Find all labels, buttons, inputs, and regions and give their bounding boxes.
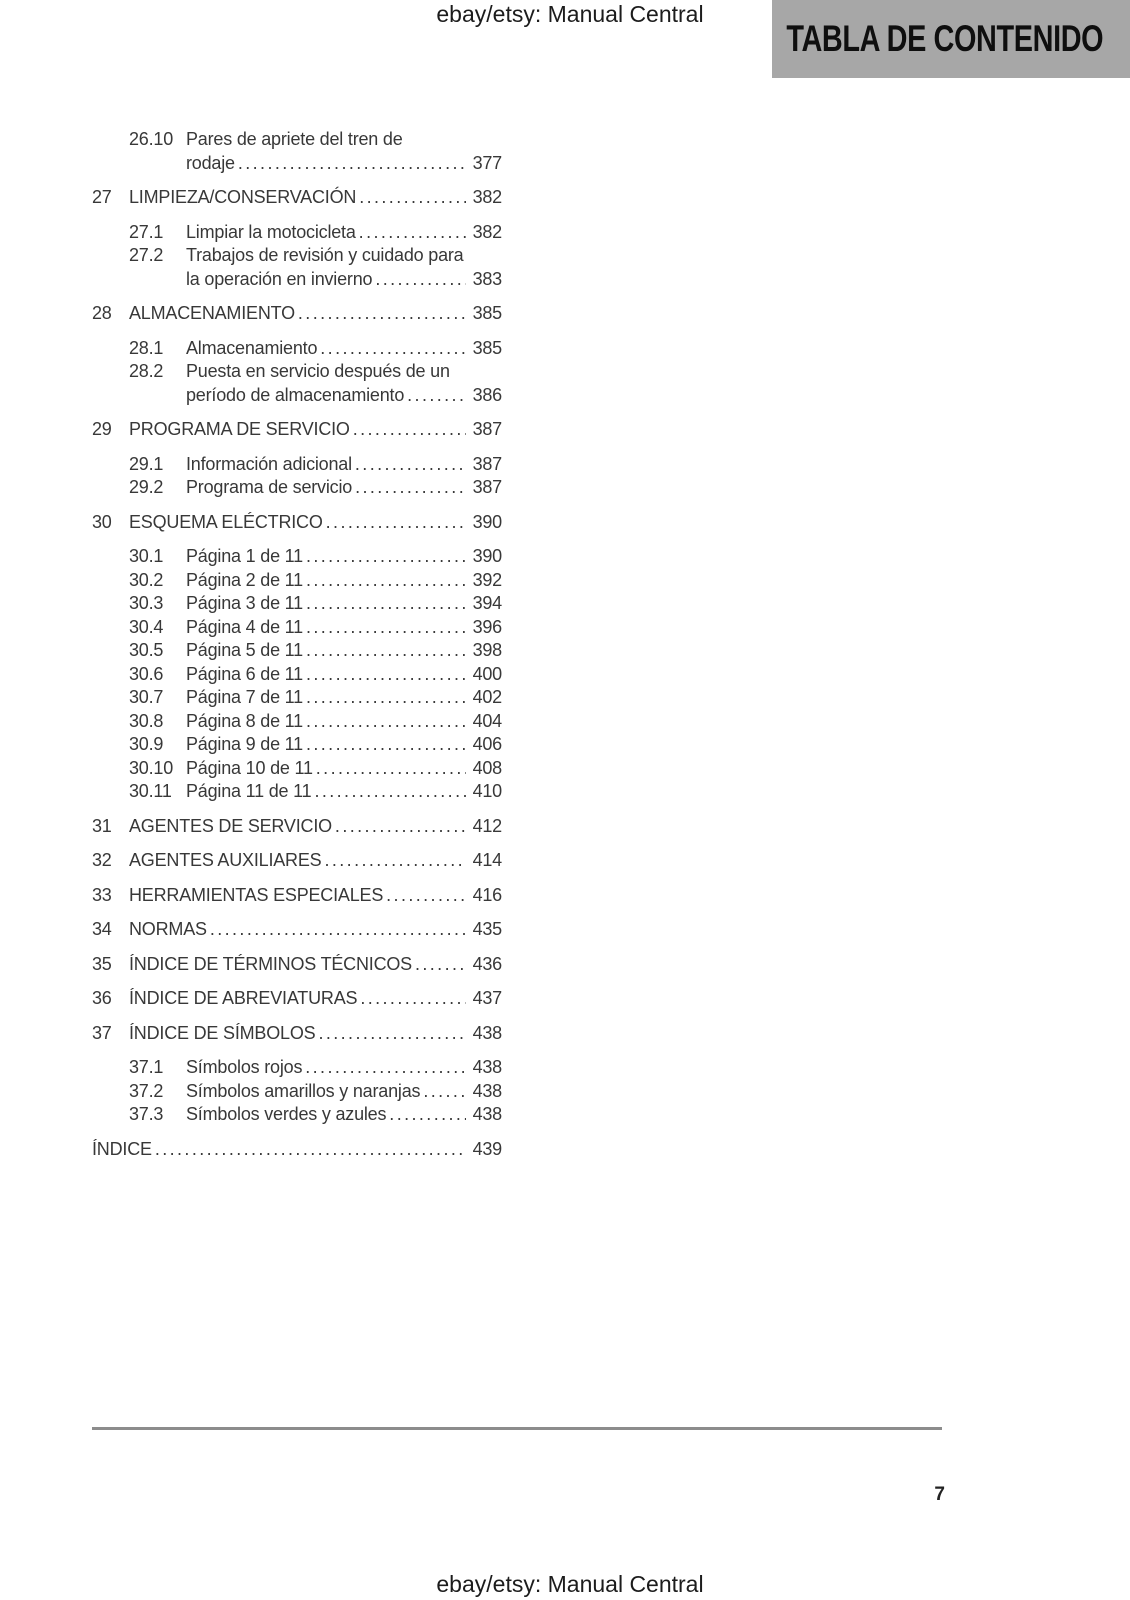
toc-entry-number: 27.2 [129, 245, 164, 265]
footer-title: ebay/etsy: Manual Central [436, 1571, 704, 1597]
toc-entry-page: 435 [472, 919, 502, 939]
toc-entry-title: Página 4 de 11 [186, 616, 303, 637]
toc-leader-dots [386, 1103, 466, 1127]
toc-entry-number: 30.8 [129, 710, 164, 731]
toc-entry-number: 30.11 [129, 781, 172, 801]
toc-entry-title: NORMAS [129, 919, 207, 939]
toc-leader-dots [356, 221, 466, 245]
toc-entry-page: 408 [472, 757, 502, 778]
toc-entry-title: Programa de servicio [186, 477, 353, 497]
toc-entry [92, 780, 502, 804]
toc-entry-number: 30.6 [129, 663, 164, 684]
toc-entry [92, 244, 502, 268]
toc-entry-number: 32 [92, 850, 112, 870]
toc-entry [92, 815, 502, 839]
toc-entry-page: 437 [472, 988, 502, 1008]
toc-entry-title: período de almacenamiento [186, 384, 405, 405]
toc-entry [92, 639, 502, 663]
toc-entry-number: 30 [92, 511, 112, 532]
toc-entry-page: 396 [472, 616, 502, 637]
toc-entry [92, 337, 502, 361]
toc-leader-dots [404, 384, 466, 408]
toc-leader-dots [332, 815, 466, 839]
toc-leader-dots [303, 616, 466, 640]
toc-entry-number: 29 [92, 419, 112, 439]
toc-entry-continuation [92, 384, 502, 408]
toc-entry [92, 1056, 502, 1080]
toc-entry-title: Página 1 de 11 [186, 546, 303, 566]
toc-entry-page: 400 [472, 663, 502, 684]
toc-entry-page: 394 [472, 593, 502, 613]
toc-entry-title: Página 6 de 11 [186, 663, 303, 684]
toc-entry [92, 918, 502, 942]
toc-entry-page: 390 [472, 511, 502, 532]
toc-entry-title: ALMACENAMIENTO [129, 303, 295, 323]
toc-entry-title: PROGRAMA DE SERVICIO [129, 419, 350, 439]
toc-leader-dots [235, 152, 466, 176]
toc-leader-dots [357, 987, 466, 1011]
toc-entry-number: 28.2 [129, 361, 164, 381]
toc-entry-number: 29.2 [129, 477, 164, 497]
toc-entry-number: 33 [92, 884, 112, 905]
table-of-contents [92, 128, 502, 1161]
toc-leader-dots [412, 953, 466, 977]
toc-entry-title: Página 11 de 11 [186, 781, 312, 801]
toc-entry-title: Página 10 de 11 [186, 757, 313, 778]
toc-leader-dots [295, 302, 466, 326]
toc-entry [92, 686, 502, 710]
toc-entry [92, 884, 502, 908]
toc-entry [92, 592, 502, 616]
toc-entry-title: la operación en invierno [186, 268, 373, 289]
toc-leader-dots [303, 639, 466, 663]
toc-leader-dots [303, 710, 466, 734]
toc-entry [92, 186, 502, 210]
toc-entry-title: ÍNDICE DE TÉRMINOS TÉCNICOS [129, 953, 412, 974]
toc-entry-page: 390 [472, 546, 502, 566]
toc-entry-page: 416 [472, 884, 502, 905]
toc-entry-title: Página 3 de 11 [186, 593, 303, 613]
page-number: 7 [934, 1484, 945, 1505]
toc-entry-page: 436 [472, 953, 502, 974]
toc-entry-number: 27.1 [129, 221, 164, 242]
toc-leader-dots [321, 849, 466, 873]
toc-leader-dots [323, 511, 466, 535]
toc-entry-page: 387 [472, 477, 502, 497]
toc-leader-dots [383, 884, 466, 908]
toc-entry [92, 511, 502, 535]
toc-leader-dots [315, 1022, 466, 1046]
toc-entry-number: 30.4 [129, 616, 164, 637]
toc-entry [92, 616, 502, 640]
toc-entry-title: Puesta en servicio después de un [186, 361, 450, 381]
toc-entry [92, 569, 502, 593]
toc-entry-title: Página 9 de 11 [186, 734, 303, 754]
toc-entry [92, 757, 502, 781]
toc-entry [92, 418, 502, 442]
toc-entry-page: 404 [472, 710, 502, 731]
toc-entry-page: 387 [472, 453, 502, 474]
toc-entry-title: LIMPIEZA/CONSERVACIÓN [129, 187, 357, 207]
toc-leader-dots [352, 476, 466, 500]
toc-entry-title: Pares de apriete del tren de [186, 129, 403, 149]
toc-entry-title: Página 8 de 11 [186, 710, 303, 731]
toc-leader-dots [313, 757, 466, 781]
toc-entry [92, 1022, 502, 1046]
toc-leader-dots [420, 1080, 466, 1104]
toc-entry-number: 30.10 [129, 757, 174, 778]
toc-entry [92, 128, 502, 152]
toc-entry-number: 37 [92, 1022, 112, 1043]
toc-entry-title: Almacenamiento [186, 337, 318, 358]
toc-entry [92, 849, 502, 873]
toc-entry-title: ÍNDICE DE ABREVIATURAS [129, 988, 358, 1008]
toc-entry [92, 360, 502, 384]
toc-entry-number: 37.1 [129, 1057, 164, 1077]
toc-entry-title: Información adicional [186, 453, 352, 474]
toc-entry [92, 1103, 502, 1127]
toc-entry-number: 36 [92, 988, 112, 1008]
toc-entry-number: 29.1 [129, 453, 164, 474]
toc-entry-number: 37.3 [129, 1104, 164, 1124]
toc-entry-title: HERRAMIENTAS ESPECIALES [129, 884, 384, 905]
toc-entry-page: 398 [472, 640, 502, 660]
toc-entry-page: 438 [472, 1057, 502, 1077]
toc-entry-page: 377 [472, 152, 502, 173]
toc-entry [92, 545, 502, 569]
toc-entry-title: Símbolos verdes y azules [186, 1104, 387, 1124]
toc-entry-number: 30.5 [129, 640, 164, 660]
toc-entry-title: Limpiar la motocicleta [186, 221, 356, 242]
toc-entry-number: 30.9 [129, 734, 164, 754]
toc-entry-title: Página 5 de 11 [186, 640, 303, 660]
toc-entry-page: 438 [472, 1080, 502, 1101]
toc-entry [92, 733, 502, 757]
toc-entry-title: Página 2 de 11 [186, 569, 303, 590]
toc-leader-dots [303, 569, 466, 593]
toc-entry-page: 410 [472, 781, 502, 801]
toc-entry-number: 30.7 [129, 687, 164, 707]
toc-leader-dots [303, 663, 466, 687]
toc-entry-page: 385 [472, 337, 502, 358]
toc-leader-dots [152, 1138, 466, 1162]
toc-entry [92, 221, 502, 245]
toc-entry-number: 27 [92, 187, 112, 207]
toc-leader-dots [302, 1056, 466, 1080]
toc-entry-title: ESQUEMA ELÉCTRICO [129, 511, 323, 532]
toc-entry-page: 382 [472, 221, 502, 242]
toc-leader-dots [303, 733, 466, 757]
toc-entry-number: 37.2 [129, 1080, 164, 1101]
toc-entry [92, 1138, 502, 1162]
toc-entry-number: 26.10 [129, 129, 174, 149]
toc-entry [92, 663, 502, 687]
toc-entry-number: 30.2 [129, 569, 164, 590]
toc-leader-dots [356, 186, 466, 210]
toc-entry-page: 386 [472, 384, 502, 405]
toc-entry [92, 987, 502, 1011]
toc-leader-dots [311, 780, 466, 804]
toc-entry-page: 438 [472, 1104, 502, 1124]
toc-leader-dots [372, 268, 466, 292]
toc-entry [92, 710, 502, 734]
header-title: ebay/etsy: Manual Central [436, 1, 704, 27]
toc-entry-page: 439 [472, 1138, 502, 1159]
toc-leader-dots [317, 337, 466, 361]
toc-entry [92, 1080, 502, 1104]
toc-entry-page: 392 [472, 569, 502, 590]
toc-leader-dots [303, 686, 466, 710]
toc-banner [772, 0, 1130, 78]
footer-divider-line [92, 1427, 942, 1430]
banner-title: TABLA DE CONTENIDO [786, 18, 1103, 59]
toc-entry-title: Página 7 de 11 [186, 687, 303, 707]
toc-leader-dots [352, 453, 466, 477]
toc-entry-page: 438 [472, 1022, 502, 1043]
toc-entry-number: 28 [92, 303, 112, 323]
toc-entry-page: 382 [472, 187, 502, 207]
toc-entry-continuation [92, 152, 502, 176]
toc-entry [92, 476, 502, 500]
toc-entry-title: Símbolos rojos [186, 1057, 303, 1077]
toc-entry-page: 387 [472, 419, 502, 439]
toc-entry-page: 414 [472, 850, 502, 870]
toc-entry [92, 302, 502, 326]
toc-leader-dots [303, 545, 466, 569]
toc-entry-title: Símbolos amarillos y naranjas [186, 1080, 421, 1101]
toc-entry-number: 28.1 [129, 337, 164, 358]
toc-entry-number: 30.1 [129, 546, 164, 566]
toc-leader-dots [207, 918, 466, 942]
toc-entry-title: AGENTES AUXILIARES [129, 850, 322, 870]
toc-entry-number: 30.3 [129, 593, 164, 613]
toc-entry-title: rodaje [186, 152, 235, 173]
toc-entry-title: Trabajos de revisión y cuidado para [186, 245, 464, 265]
toc-entry-page: 385 [472, 303, 502, 323]
toc-entry-continuation [92, 268, 502, 292]
toc-entry-title: AGENTES DE SERVICIO [129, 815, 332, 836]
toc-entry [92, 953, 502, 977]
toc-entry-number: 31 [92, 815, 112, 836]
toc-entry-page: 383 [472, 268, 502, 289]
toc-entry-number: 34 [92, 919, 112, 939]
toc-entry-title: ÍNDICE [92, 1138, 152, 1159]
toc-entry [92, 453, 502, 477]
toc-entry-title: ÍNDICE DE SÍMBOLOS [129, 1022, 316, 1043]
toc-entry-page: 402 [472, 687, 502, 707]
toc-entry-page: 406 [472, 734, 502, 754]
toc-leader-dots [303, 592, 466, 616]
toc-entry-number: 35 [92, 953, 112, 974]
toc-leader-dots [350, 418, 466, 442]
toc-entry-page: 412 [472, 815, 502, 836]
